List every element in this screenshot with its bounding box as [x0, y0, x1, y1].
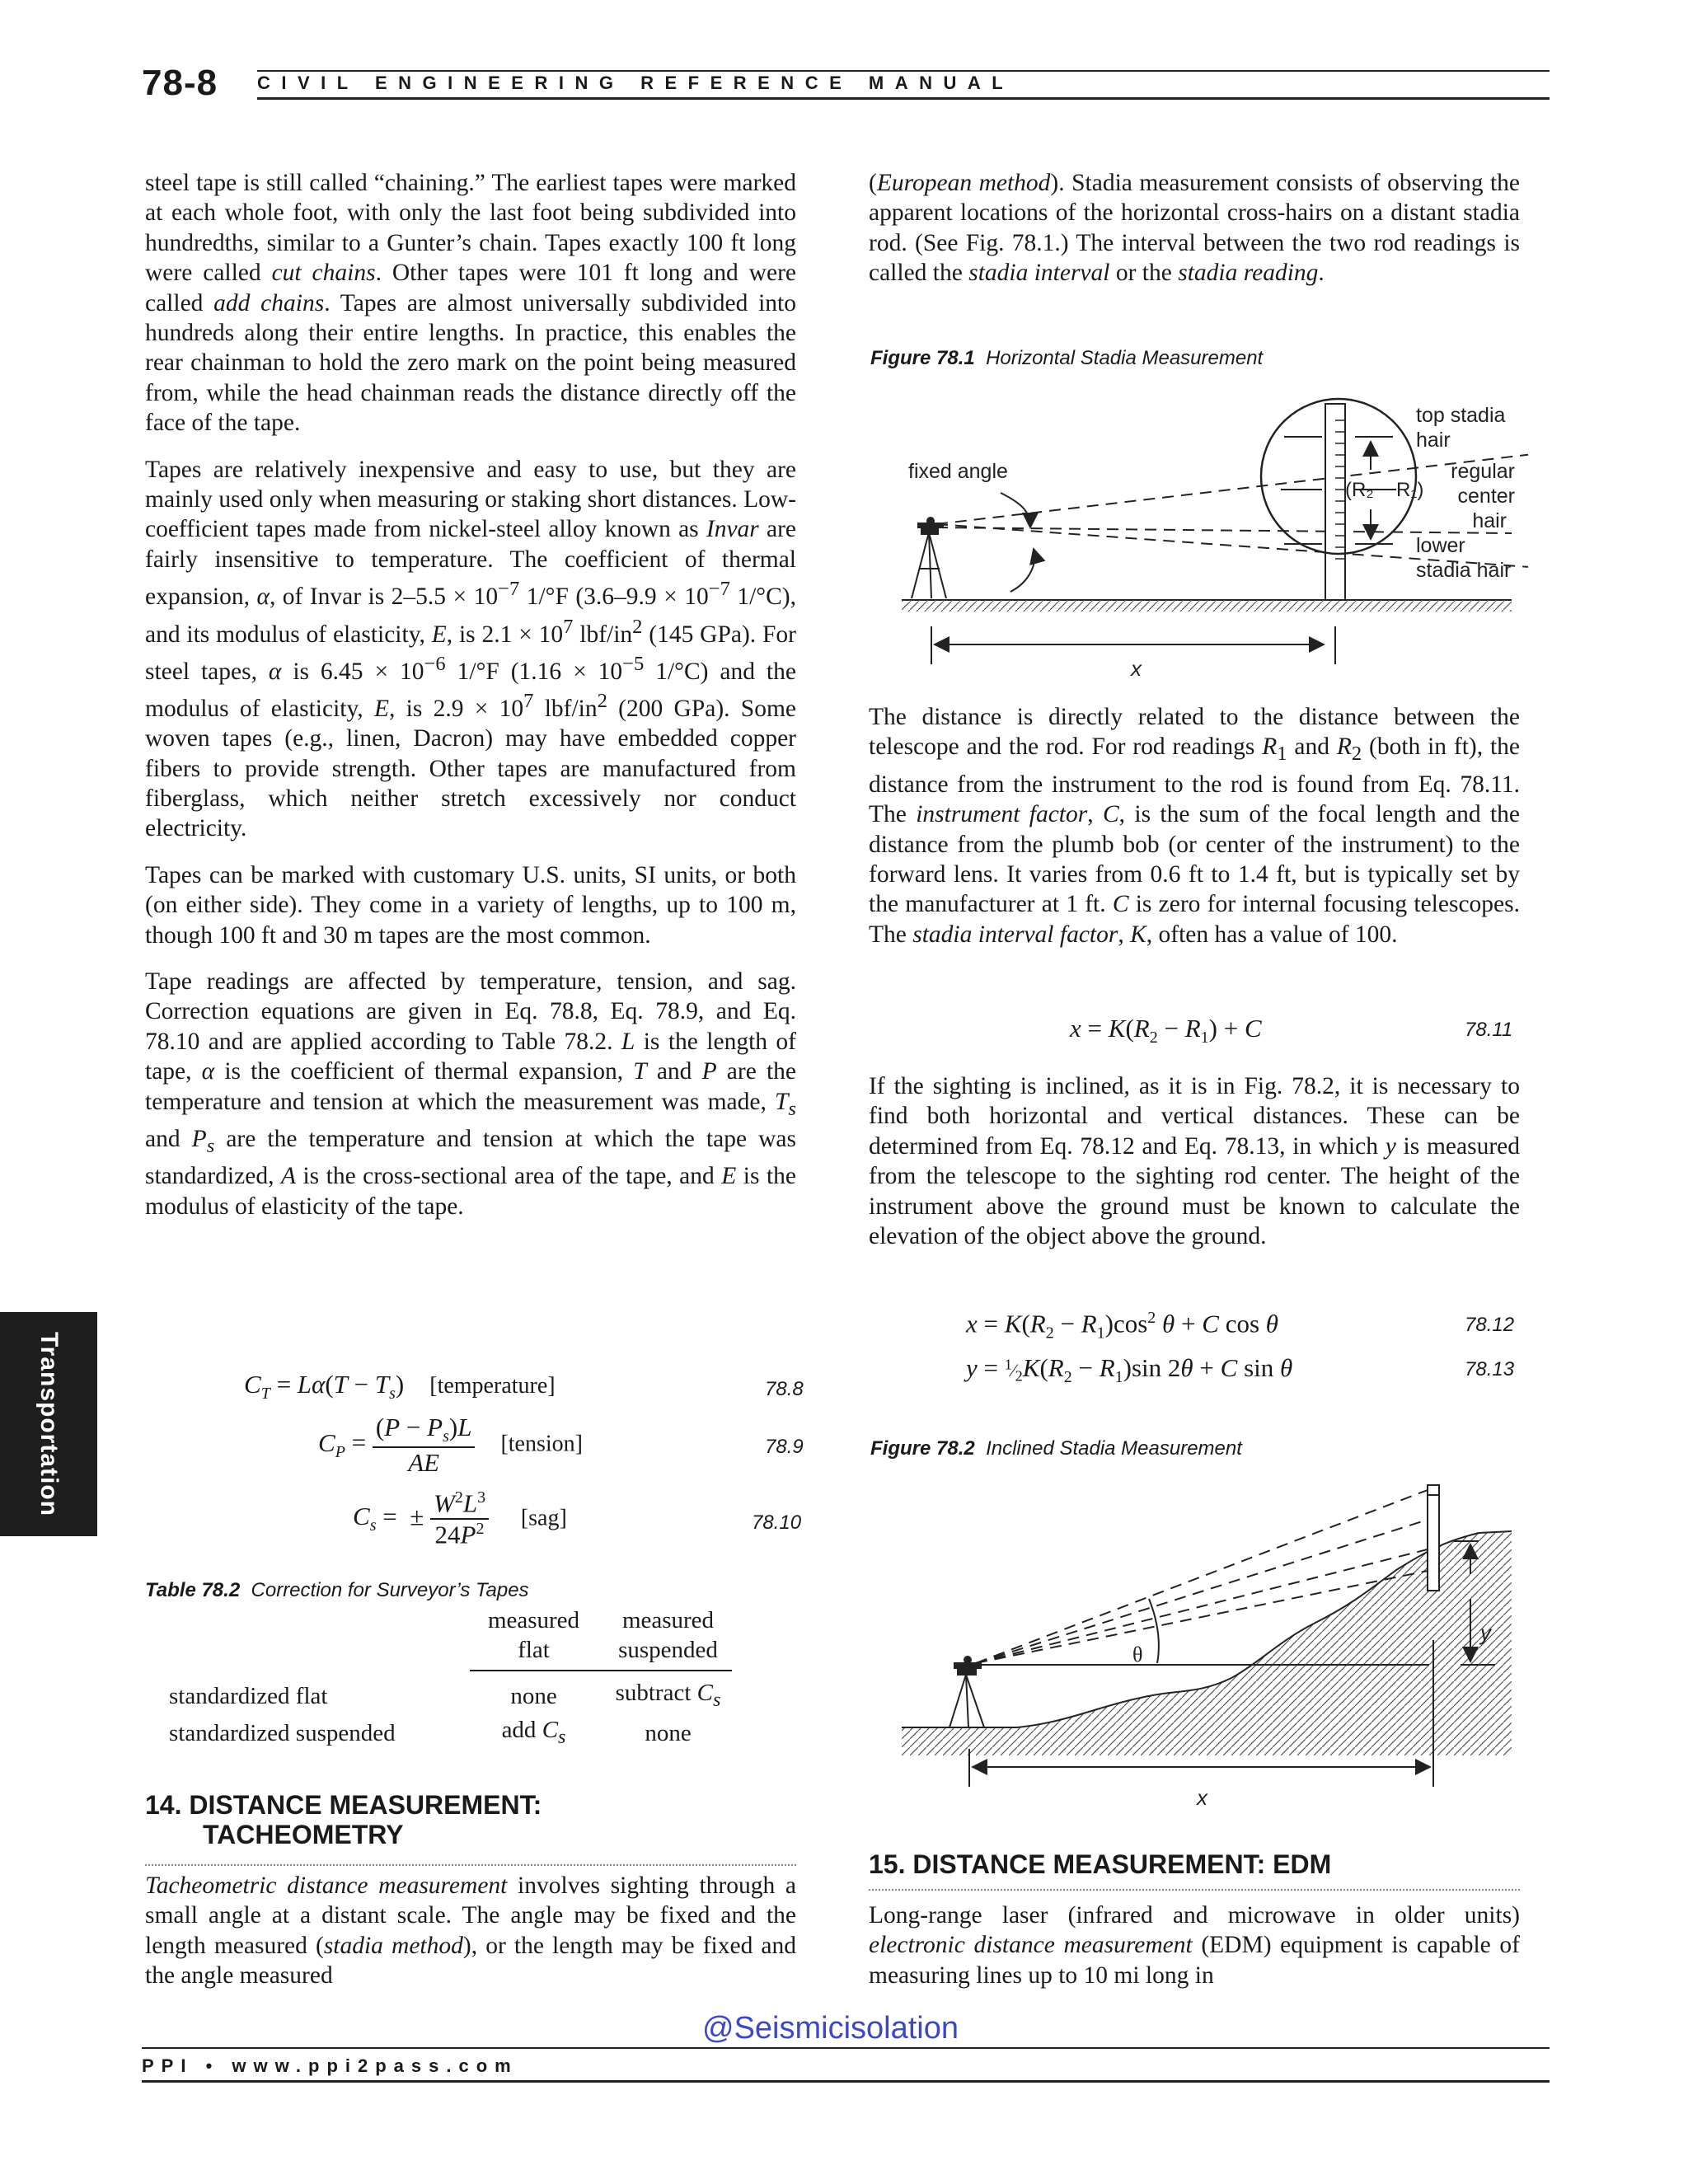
- section-15-heading: 15. DISTANCE MEASUREMENT: EDM: [869, 1849, 1332, 1879]
- figure-78-2-caption: [870, 1437, 1242, 1460]
- center-hair-label: hair: [1472, 509, 1507, 532]
- top-hair-label: hair: [1416, 429, 1451, 452]
- left-column: [145, 168, 796, 1238]
- top-hair-label: top stadia: [1416, 404, 1506, 427]
- theta-label: θ: [1132, 1643, 1143, 1666]
- paragraph: Long-range laser (infrared and microwave in older units) electronic distance measurement (EDM) equipment is capable of measuring lines up to 10 mi long in: [869, 1902, 1520, 1989]
- footer-url[interactable]: PPI • www.ppi2pass.com: [142, 2055, 518, 2076]
- table-col-header: measured flat: [487, 1607, 580, 1663]
- equation-tag: [tension]: [500, 1431, 583, 1457]
- ground-hatch: [902, 600, 1512, 612]
- fixed-angle-arrow: [1010, 549, 1034, 592]
- figure-78-2: [869, 1483, 1528, 1813]
- page-number: 78-8: [142, 63, 218, 103]
- header-rule-bottom: [257, 97, 1550, 100]
- equation-number: 78.8: [765, 1378, 804, 1400]
- center-hair-label: regular: [1451, 460, 1515, 483]
- table-caption: [145, 1579, 529, 1602]
- equation-78-13: $y = ^1⁄_2K(R_2 - R_1)\sin$ 2θ + C sin θ: [966, 1353, 1293, 1387]
- table-cell: subtract $C_s$: [615, 1680, 721, 1711]
- heading-dotted-rule: [869, 1889, 1520, 1891]
- figure-label: Figure 78.1: [870, 347, 975, 369]
- equation-78-11: $x = K(R_2 - R_1) + C$: [1070, 1014, 1262, 1047]
- right-column-end: [869, 1900, 1520, 2007]
- header-rule-top: [257, 70, 1550, 72]
- paragraph: If the sighting is inclined, as it is in Fig. 78.2, it is necessary to find both horizontal and vertical distances. These can be determined from Eq. 78.12 and Eq. 78.13, in which y is measured from the telescope to the sighting rod center. The height of the instrument above the ground must be known to calculate the elevation of the object above the ground.: [869, 1073, 1520, 1250]
- paragraph: steel tape is still called “chaining.” The earliest tapes were marked at each whole foot, with only the last foot being subdivided into hundredths, similar to a Gunter’s chain. Tapes exactly 100 ft long were called cut chains. Other tapes were 101 ft long and were called add chains. Tapes are almost universally subdivided into hundreds along their entire lengths. In practice, this enables the rear chainman to hold the zero mark on the point being measured from, while the head chainman reads the distance directly off the face of the tape.: [145, 170, 796, 437]
- table-row: [169, 1715, 732, 1752]
- table-label: Table 78.2: [145, 1579, 241, 1601]
- equation-number: 78.11: [1465, 1019, 1513, 1041]
- lower-hair-label: lower: [1416, 534, 1465, 557]
- figure-78-1: [869, 387, 1528, 684]
- paragraph: (European method). Stadia measurement consists of observing the apparent locations of the horizontal cross-hairs on a distant stadia rod. (See Fig. 78.1.) The interval between the two rod readings is called the stadia interval or the stadia reading.: [869, 170, 1520, 287]
- paragraph: Tapes are relatively inexpensive and easy to use, but they are mainly used only when measuring or staking short distances. Low-coefficient tapes made from nickel-steel alloy known as Invar are fairly insensitive to temperature. The coefficient of thermal expansion, α, of Invar is $2-5.5 \times 10^{-7}$ 1/°F ($3.6-9.9 \times 10^{-7}$ 1/°C), and its modulus of elasticity, E, is $2.1 \times 10^7$ lbf/$in^2$ (145 GPa). For steel tapes, α is $6.45 \times 10^{-6}$ 1/°F ($1.16 \times 10^{-5}$ 1/°C) and the modulus of elasticity, E, is $2.9 \times 10^7$ lbf/$in^2$ (200 GPa). Some woven tapes (e.g., linen, Dacron) may have embedded copper fibers to provide strength. Other tapes are manufactured from fiberglass, which neither stretch excessively nor conduct electricity.: [145, 456, 796, 842]
- right-column-middle: [869, 702, 1520, 966]
- watermark: @Seismicisolation: [702, 2011, 959, 2046]
- paragraph: The distance is directly related to the distance between the telescope and the rod. For rod readings $R_1$ and $R_2$ (both in ft), the distance from the instrument to the rod is found from Eq. 78.11. The instrument factor, C, is the sum of the focal length and the distance from the plumb bob (or center of the instrument) to the forward lens. It varies from 0.6 ft to 1.4 ft, but is typically set by the manufacturer at 1 ft. C is zero for internal focusing telescopes. The stadia interval factor, K, often has a value of 100.: [869, 704, 1520, 948]
- fixed-angle-arrow: [1001, 493, 1030, 527]
- figure-label: Figure 78.2: [870, 1437, 975, 1460]
- stadia-rod: [1325, 404, 1345, 600]
- figure-caption-text: Horizontal Stadia Measurement: [986, 347, 1264, 369]
- section-tab-label: Transportation: [35, 1331, 63, 1517]
- x-label: x: [1197, 1785, 1207, 1810]
- right-column-lower: [869, 1071, 1520, 1268]
- table-caption-text: Correction for Surveyor’s Tapes: [251, 1579, 529, 1601]
- tripod-instrument: [950, 1657, 984, 1727]
- table-row-label: standardized suspended: [169, 1720, 396, 1747]
- figure-caption-text: Inclined Stadia Measurement: [986, 1437, 1242, 1460]
- tripod-instrument: [912, 518, 946, 598]
- x-label: x: [1131, 656, 1142, 681]
- footer-rule-bottom: [142, 2080, 1550, 2083]
- equation-tag: [temperature]: [429, 1373, 556, 1399]
- table-header-row: [169, 1605, 732, 1665]
- equation-78-10: $C_s$ = ± $\frac{W^2L^3}{24P^2}$ [sag]: [353, 1488, 567, 1549]
- interval-label: (R₂ − R₁): [1345, 479, 1424, 501]
- lower-hair-label: stadia hair: [1416, 559, 1512, 582]
- right-column-top: [869, 168, 1520, 305]
- running-head: CIVIL ENGINEERING REFERENCE MANUAL: [257, 73, 1015, 93]
- section-14-heading: 14. DISTANCE MEASUREMENT: TACHEOMETRY: [145, 1790, 542, 1849]
- table-row: [169, 1678, 732, 1715]
- equation-number: 78.10: [752, 1511, 802, 1534]
- equation-number: 78.12: [1465, 1314, 1515, 1336]
- table-cell: none: [645, 1720, 692, 1747]
- equation-78-12: $x = K(R_2 - R_1)\cos^2$ θ + C cos θ: [966, 1309, 1278, 1343]
- theta-arc: [1149, 1599, 1159, 1663]
- table-col-header: measured suspended: [618, 1607, 718, 1663]
- equation-number: 78.9: [765, 1436, 804, 1458]
- equation-78-9: $C_P$ = $\frac{(P - P_s)L}{AE}$ [tension]: [318, 1413, 583, 1478]
- paragraph: Tapes can be marked with customary U.S. units, SI units, or both (on either side). They come in a variety of lengths, up to 100 m, though 100 ft and 30 m tapes are the most common.: [145, 861, 796, 949]
- paragraph: Tape readings are affected by temperature, tension, and sag. Correction equations are given in Eq. 78.8, Eq. 78.9, and Eq. 78.10 and are applied according to Table 78.2. L is the length of tape, α is the coefficient of thermal expansion, T and P are the temperature and tension at which the measurement was made, $T_s$ and $P_s$ are the temperature and tension at which the tape was standardized, A is the cross-sectional area of the tape, and E is the modulus of elasticity of the tape.: [145, 968, 797, 1220]
- table-cell: add $C_s$: [501, 1716, 566, 1748]
- table-row-label: standardized flat: [169, 1683, 328, 1710]
- figure-78-1-caption: [870, 347, 1263, 370]
- footer-rule-top: [142, 2047, 1550, 2049]
- terrain-hatch: [902, 1531, 1512, 1755]
- fixed-angle-label: fixed angle: [908, 460, 1008, 483]
- equation-tag: [sag]: [520, 1505, 567, 1531]
- paragraph: Tacheometric distance measurement involves sighting through a small angle at a distant scale. The angle may be fixed and the length measured (stadia method), or the length may be fixed and the angle measured: [145, 1872, 797, 1990]
- heading-dotted-rule: [145, 1864, 796, 1866]
- equation-number: 78.13: [1465, 1358, 1515, 1380]
- equation-78-8: $C_T = L\alpha(T - T_s)$ [temperature]: [244, 1370, 556, 1404]
- y-label: y: [1480, 1620, 1491, 1645]
- left-column-end: [145, 1871, 796, 2008]
- stadia-rod: [1428, 1485, 1439, 1591]
- table-cell: none: [510, 1683, 557, 1710]
- section-tab[interactable]: [0, 1312, 97, 1536]
- table-78-2: [169, 1605, 732, 1752]
- center-hair-label: center: [1457, 485, 1515, 508]
